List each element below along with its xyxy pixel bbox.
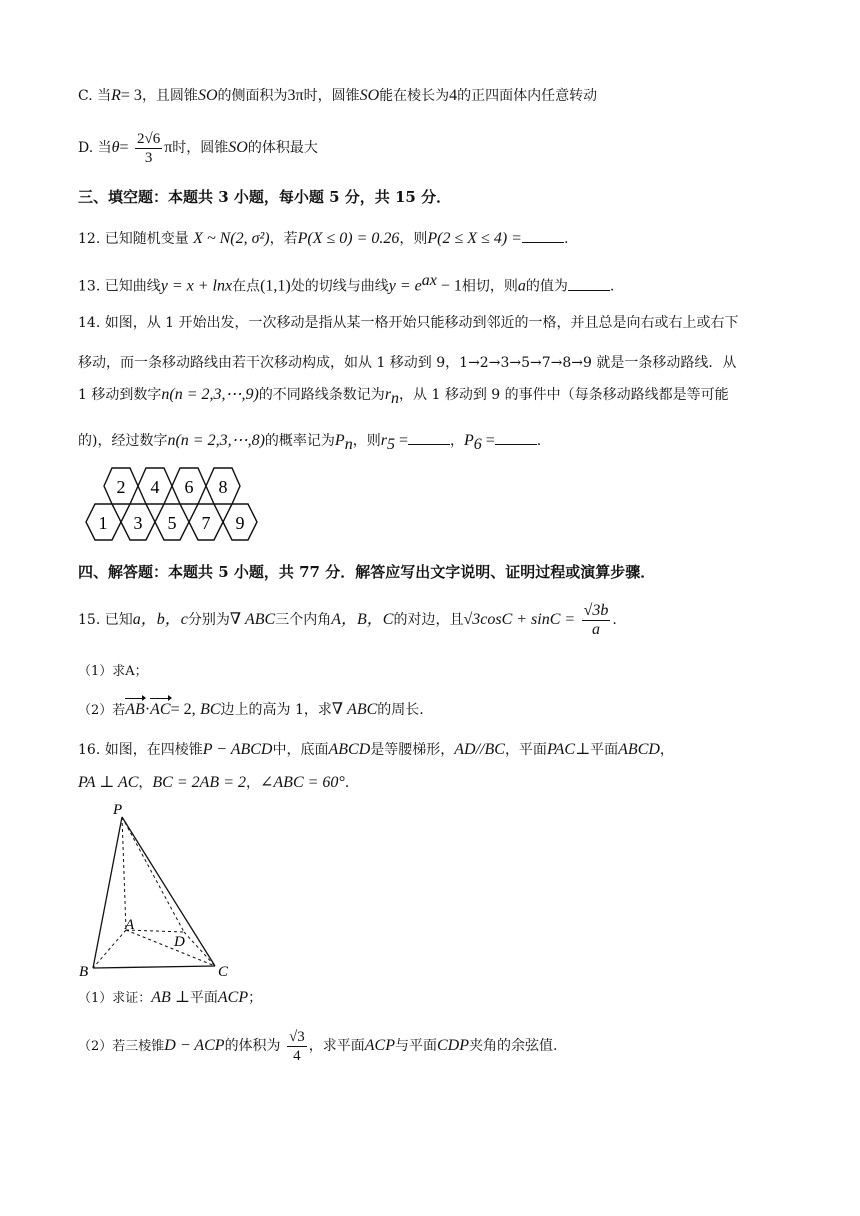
question-12: 12. 已知随机变量 X ~ N(2, σ²)，若P(X ≤ 0) = 0.26，则P(2 ≤ X ≤ 4) = .: [78, 230, 569, 247]
edge-pd: [122, 817, 184, 932]
hex-label: 4: [150, 477, 160, 497]
answer-blank: [522, 228, 564, 243]
vertex-label-b: B: [79, 964, 89, 980]
answer-blank: [568, 276, 610, 291]
hexagon-figure: [80, 464, 270, 544]
pyramid-figure: [76, 800, 246, 980]
hex-label: 3: [133, 513, 143, 533]
question-14-line-2: 移动，而一条移动路线由若干次移动构成，如从 1 移动到 9，1→2→3→5→7→8→9 就是一条移动路线．从: [78, 355, 737, 371]
question-16-part-1: （1）求证：AB ⊥平面ACP；: [78, 989, 263, 1006]
option-d: D. 当θ= $\frac{2√6}{3}$ π时，圆锥SO的体积最大: [78, 130, 318, 166]
answer-blank: [495, 430, 537, 445]
vertex-label-a: A: [125, 917, 135, 933]
hex-label: 2: [116, 477, 126, 497]
question-14-line-1: 14. 如图，从 1 开始出发，一次移动是指从某一格开始只能移动到邻近的一格，并且总是向右或右上或右下: [78, 315, 739, 331]
question-16-line-2: PA ⊥ AC，BC = 2AB = 2，∠ABC = 60°．: [78, 774, 359, 791]
section-3-heading: 三、填空题：本题共 3 小题，每小题 5 分，共 15 分．: [78, 188, 452, 206]
vertex-label-d: D: [174, 934, 185, 950]
question-16-part-2: （2）若三棱锥D − ACP的体积为 $\frac{√3}{4}$ ，求平面ACP与平面CDP夹角的余弦值.: [78, 1028, 558, 1064]
edge-pa: [122, 817, 126, 930]
question-14-line-3: 1 移动到数字n(n = 2,3,⋯,9)的不同路线条数记为$r_n$，从 1 移动到 9 的事件中（每条移动路线都是等可能: [78, 386, 729, 407]
vertex-label-p: P: [113, 802, 123, 818]
question-15-part-1: （1）求A；: [78, 664, 148, 679]
section-4-heading: 四、解答题：本题共 5 小题，共 77 分．解答应写出文字说明、证明过程或演算步骤．: [78, 563, 656, 581]
edge-ac: [126, 930, 215, 966]
edge-ab: [93, 930, 126, 968]
edge-pc: [122, 817, 215, 966]
answer-blank: [408, 430, 450, 445]
hex-label: 9: [235, 513, 245, 533]
option-c: C. 当R= 3，且圆锥SO的侧面积为3π时，圆锥SO能在棱长为4的正四面体内任意转动: [78, 87, 598, 104]
edge-dc: [184, 932, 215, 966]
hex-label: 7: [201, 513, 211, 533]
question-15-part-2: （2）若AB·AC= 2, BC边上的高为 1，求∇ ABC的周长.: [78, 701, 424, 718]
hex-label: 8: [218, 477, 228, 497]
question-16-line-1: 16. 如图，在四棱锥P − ABCD中，底面ABCD是等腰梯形，AD//BC，平面PAC⊥平面ABCD，: [78, 741, 674, 758]
hex-label: 6: [184, 477, 194, 497]
hex-label: 5: [167, 513, 177, 533]
question-13: 13. 已知曲线y = x + lnx在点(1,1)处的切线与曲线$y = e^{ax} - 1$相切，则a的值为 .: [78, 272, 615, 295]
question-15: 15. 已知a，b，c分别为∇ ABC三个内角A，B，C的对边，且√3cosC + sinC = $\frac{√3b}{a}$ .: [78, 601, 617, 638]
fraction-sqrt3b-over-a: $\frac{√3b}{a}$: [583, 601, 609, 638]
hex-label: 1: [98, 513, 108, 533]
edge-ad: [126, 930, 184, 932]
edge-bc: [93, 966, 215, 968]
vertex-label-c: C: [218, 964, 229, 980]
question-14-line-4: 的)，经过数字n(n = 2,3,⋯,8)的概率记为$P_n$，则$r_5$ = ，$P_6$ = .: [78, 432, 542, 453]
edge-pb: [93, 817, 122, 968]
fraction-sqrt3-over-4: $\frac{√3}{4}$: [289, 1028, 305, 1064]
fraction-2sqrt6-over-3: $\frac{2√6}{3}$: [136, 130, 161, 166]
